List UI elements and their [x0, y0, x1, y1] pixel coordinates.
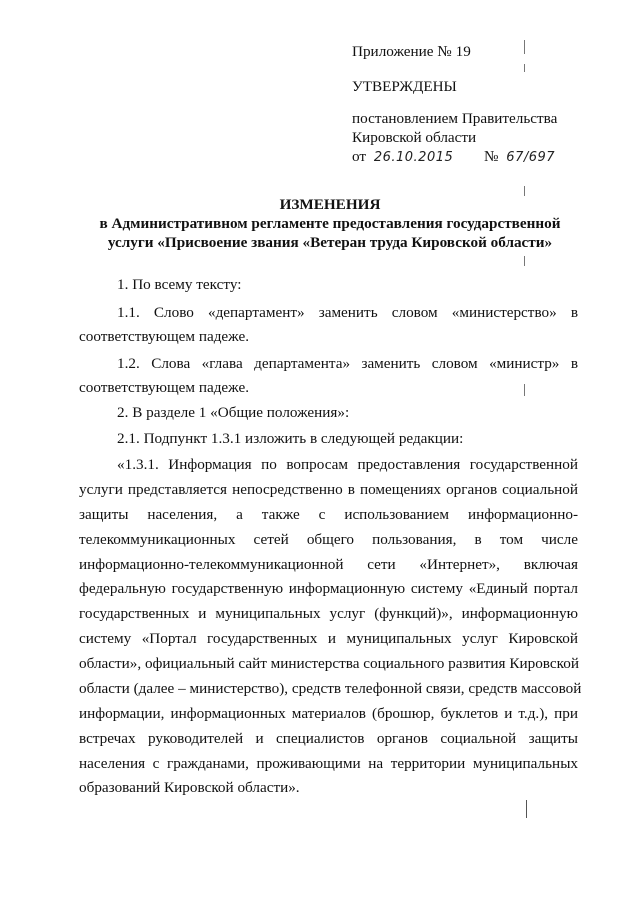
- quote-line: защиты населения, а также с использованием информационно-: [79, 506, 578, 523]
- scan-artifact: [526, 800, 527, 818]
- document-title: ИЗМЕНЕНИЯ: [279, 196, 381, 213]
- date-row: [352, 148, 453, 167]
- quote-line: телекоммуникационных сетей общего пользования, в том числе: [79, 531, 578, 548]
- quote-line: федеральную государственную информационную систему «Единый портал: [79, 580, 578, 597]
- item-1-2-line-2: соответствующем падеже.: [79, 379, 249, 396]
- quote-line: области (далее – министерство), средств телефонной связи, средств массовой: [79, 680, 582, 697]
- item-1-1-line-1: 1.1. Слово «департамент» заменить словом «министерство» в: [117, 304, 578, 321]
- title-subline-2: услуги «Присвоение звания «Ветеран труда Кировской области»: [107, 234, 553, 251]
- resolution-line-1: постановлением Правительства: [352, 110, 558, 127]
- section-2: 2. В разделе 1 «Общие положения»:: [117, 404, 350, 421]
- handwritten-date: 26.10.2015: [373, 150, 454, 165]
- section-1: 1. По всему тексту:: [117, 276, 242, 293]
- quote-line: систему «Портал государственных и муниципальных услуг Кировской: [79, 630, 578, 647]
- date-prefix: от: [352, 148, 367, 165]
- quote-line: населения с гражданами, проживающими на территории муниципальных: [79, 755, 578, 772]
- quote-last-line: образований Кировской области».: [79, 779, 300, 796]
- title-subline-1: в Административном регламенте предоставления государственной: [99, 215, 561, 232]
- quote-line: информации, информационных материалов (брошюр, буклетов и т.д.), при: [79, 705, 578, 722]
- appendix-number: Приложение № 19: [352, 43, 471, 60]
- item-1-2-line-1: 1.2. Слова «глава департамента» заменить словом «министр» в: [117, 355, 578, 372]
- scan-artifact: [524, 64, 525, 72]
- handwritten-number: 67/697: [506, 150, 556, 165]
- quote-line: государственных и муниципальных услуг (функций)», информационную: [79, 605, 578, 622]
- quote-line: встречах руководителей и специалистов органов социальной защиты: [79, 730, 578, 747]
- quote-line: услуги представляется непосредственно в помещениях органов социальной: [79, 481, 578, 498]
- item-1-1-line-2: соответствующем падеже.: [79, 328, 249, 345]
- quote-line: информационно-телекоммуникационной сети «Интернет», включая: [79, 556, 578, 573]
- resolution-line-2: Кировской области: [352, 129, 477, 146]
- item-2-1: 2.1. Подпункт 1.3.1 изложить в следующей редакции:: [117, 430, 464, 447]
- quote-line: области», официальный сайт министерства социального развития Кировской: [79, 655, 579, 672]
- quote-line: «1.3.1. Информация по вопросам предоставления государственной: [117, 456, 578, 473]
- scan-artifact: [524, 384, 525, 396]
- scan-artifact: [524, 40, 525, 54]
- number-prefix: №: [484, 148, 499, 165]
- approved-label: УТВЕРЖДЕНЫ: [352, 78, 457, 95]
- scan-artifact: [524, 256, 525, 266]
- number-row: [484, 148, 555, 167]
